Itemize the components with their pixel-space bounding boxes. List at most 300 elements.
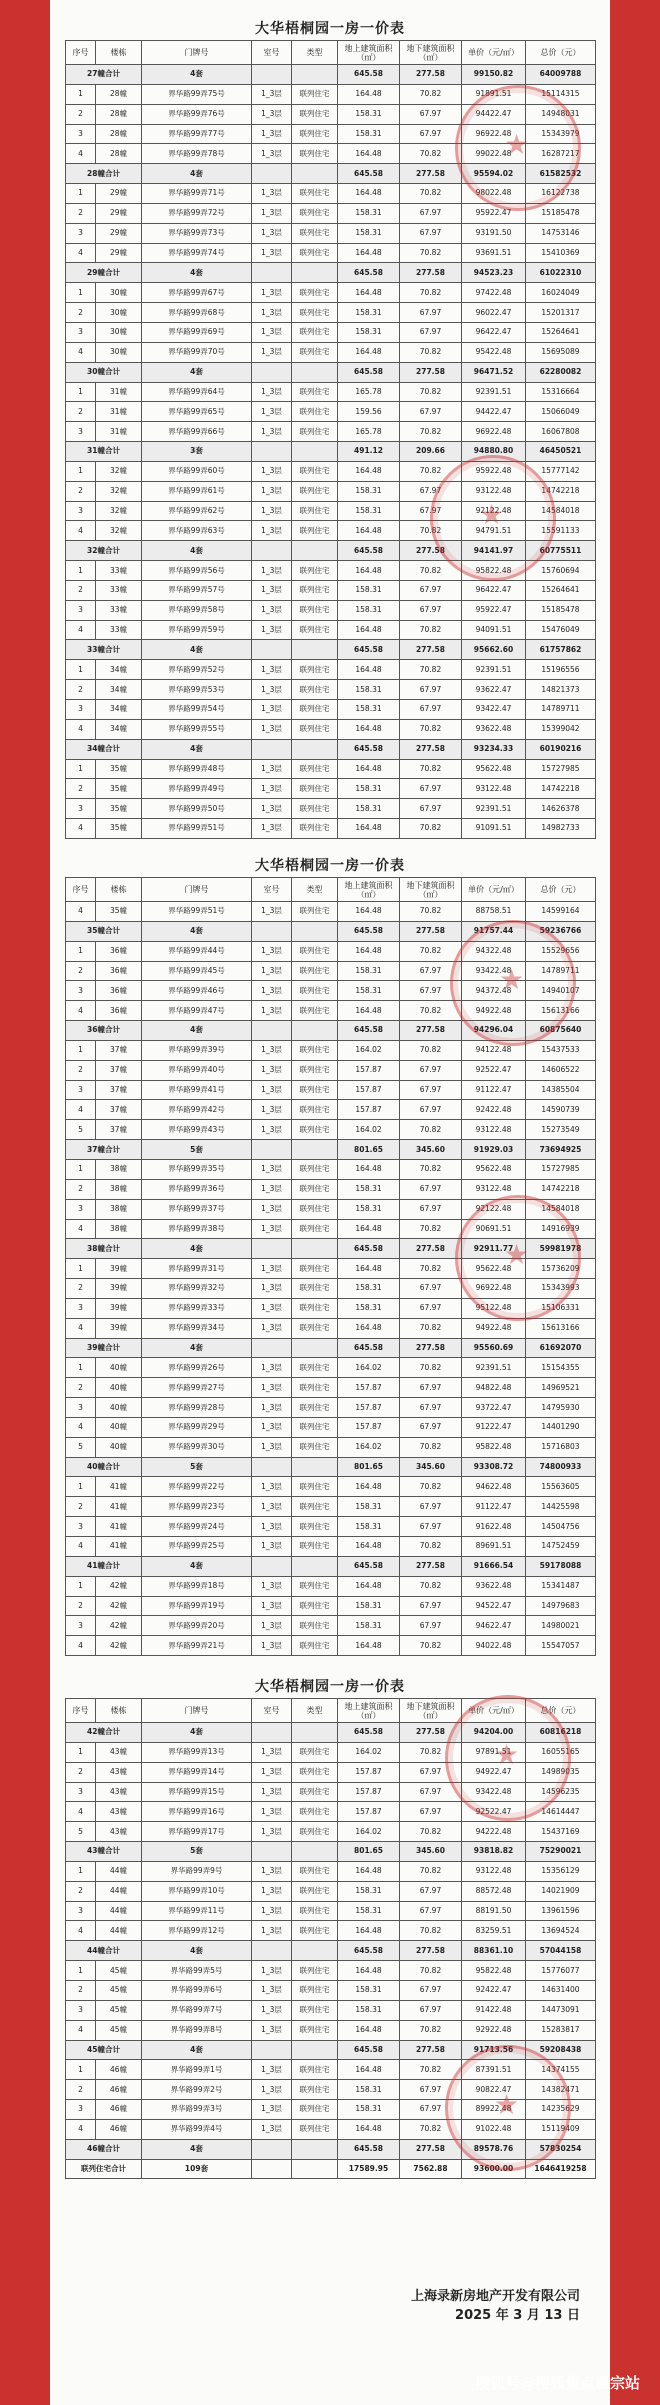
table-cell: 15356129 xyxy=(526,1861,596,1881)
table-header-row xyxy=(66,878,596,902)
table-cell: 158.31 xyxy=(338,1596,400,1616)
table-cell: 67.97 xyxy=(400,1802,462,1822)
table-cell: 67.97 xyxy=(400,1901,462,1921)
table-cell: 645.58 xyxy=(338,362,400,382)
table-cell: 33幢 xyxy=(96,561,142,581)
table-cell: 4 xyxy=(66,620,96,640)
table-cell: 91666.54 xyxy=(462,1556,526,1576)
table-row xyxy=(66,402,596,422)
table-cell: 45幢 xyxy=(96,2000,142,2020)
table-cell: 界华路99弄47号 xyxy=(142,1001,252,1021)
table-cell: 33幢 xyxy=(96,600,142,620)
table-cell: 14584018 xyxy=(526,1199,596,1219)
table-cell: 7562.88 xyxy=(400,2159,462,2179)
table-cell: 70.82 xyxy=(400,719,462,739)
table-cell: 645.58 xyxy=(338,1239,400,1259)
table-cell: 1646419258 xyxy=(526,2159,596,2179)
table-cell xyxy=(292,362,338,382)
table-cell: 157.87 xyxy=(338,1080,400,1100)
table-cell: 645.58 xyxy=(338,65,400,85)
table-cell: 联列住宅 xyxy=(292,719,338,739)
table-cell: 164.48 xyxy=(338,2060,400,2080)
subtotal-row xyxy=(66,362,596,382)
table-cell: 99150.82 xyxy=(462,65,526,85)
table-cell: 1_3层 xyxy=(252,124,292,144)
table-cell: 91422.48 xyxy=(462,2000,526,2020)
table-cell: 界华路99弄20号 xyxy=(142,1616,252,1636)
table-cell: 39幢 xyxy=(96,1279,142,1299)
table-cell: 158.31 xyxy=(338,981,400,1001)
table-cell: 2 xyxy=(66,961,96,981)
table-cell: 界华路99弄12号 xyxy=(142,1921,252,1941)
table-cell: 1_3层 xyxy=(252,902,292,922)
table-cell: 277.58 xyxy=(400,2040,462,2060)
column-header: 地上建筑面积（㎡） xyxy=(338,41,400,65)
table-cell: 95422.48 xyxy=(462,342,526,362)
table-cell: 39幢 xyxy=(96,1318,142,1338)
table-cell: 38幢 xyxy=(96,1159,142,1179)
table-cell: 164.48 xyxy=(338,1318,400,1338)
table-cell: 4套 xyxy=(142,362,252,382)
table-cell: 40幢 xyxy=(96,1378,142,1398)
table-cell: 联列住宅 xyxy=(292,283,338,303)
table-row xyxy=(66,1417,596,1437)
table-cell: 3 xyxy=(66,1517,96,1537)
table-row xyxy=(66,1596,596,1616)
table-cell: 164.02 xyxy=(338,1040,400,1060)
table-cell: 14606522 xyxy=(526,1060,596,1080)
table-cell: 15695089 xyxy=(526,342,596,362)
table-cell: 界华路99弄63号 xyxy=(142,521,252,541)
table-cell: 158.31 xyxy=(338,1616,400,1636)
table-cell: 1_3层 xyxy=(252,1120,292,1140)
table-cell: 界华路99弄73号 xyxy=(142,223,252,243)
table-row xyxy=(66,461,596,481)
table-cell: 联列住宅 xyxy=(292,1742,338,1762)
table-cell: 44幢 xyxy=(96,1881,142,1901)
table-cell: 界华路99弄23号 xyxy=(142,1497,252,1517)
table-cell: 70.82 xyxy=(400,1259,462,1279)
table-cell: 70.82 xyxy=(400,1219,462,1239)
table-cell: 14590739 xyxy=(526,1100,596,1120)
table-cell: 14473091 xyxy=(526,2000,596,2020)
table-cell: 31幢 xyxy=(96,402,142,422)
table-cell: 界华路99弄18号 xyxy=(142,1576,252,1596)
subtotal-row xyxy=(66,2139,596,2159)
table-cell: 1_3层 xyxy=(252,1861,292,1881)
table-cell: 2 xyxy=(66,1060,96,1080)
signature-block xyxy=(411,2287,580,2325)
table-cell: 14382471 xyxy=(526,2080,596,2100)
table-cell: 界华路99弄48号 xyxy=(142,759,252,779)
table-cell: 91091.51 xyxy=(462,819,526,839)
price-table xyxy=(65,1698,596,2179)
sheet-title: 大华梧桐园一房一价表 xyxy=(255,21,405,37)
table-cell: 70.82 xyxy=(400,1318,462,1338)
table-cell: 94622.48 xyxy=(462,1477,526,1497)
table-cell: 15727985 xyxy=(526,759,596,779)
table-cell: 1 xyxy=(66,2060,96,2080)
table-cell: 97422.48 xyxy=(462,283,526,303)
column-header: 室号 xyxy=(252,1699,292,1723)
table-cell: 42幢 xyxy=(96,1576,142,1596)
table-cell: 1_3层 xyxy=(252,1517,292,1537)
table-cell: 67.97 xyxy=(400,481,462,501)
table-cell: 158.31 xyxy=(338,1980,400,2000)
table-cell: 88361.10 xyxy=(462,1941,526,1961)
table-cell: 联列住宅 xyxy=(292,1080,338,1100)
table-cell: 277.58 xyxy=(400,263,462,283)
table-cell: 45幢合计 xyxy=(66,2040,142,2060)
table-cell: 27幢合计 xyxy=(66,65,142,85)
table-cell: 1 xyxy=(66,941,96,961)
table-cell: 645.58 xyxy=(338,640,400,660)
table-cell: 联列住宅 xyxy=(292,481,338,501)
table-cell: 67.97 xyxy=(400,600,462,620)
table-cell: 64009788 xyxy=(526,65,596,85)
table-cell: 界华路99弄53号 xyxy=(142,680,252,700)
table-cell: 联列住宅 xyxy=(292,184,338,204)
table-row xyxy=(66,144,596,164)
table-cell: 4套 xyxy=(142,1239,252,1259)
table-cell: 2 xyxy=(66,1378,96,1398)
table-cell: 1_3层 xyxy=(252,1636,292,1656)
table-cell: 14789711 xyxy=(526,700,596,720)
table-cell: 40幢 xyxy=(96,1437,142,1457)
table-cell: 1 xyxy=(66,1961,96,1981)
table-cell: 164.48 xyxy=(338,2020,400,2040)
table-cell: 93422.48 xyxy=(462,1782,526,1802)
column-header: 单价（元/㎡） xyxy=(462,878,526,902)
table-cell: 1_3层 xyxy=(252,1398,292,1418)
table-cell xyxy=(292,65,338,85)
price-table xyxy=(65,877,596,1656)
table-cell: 95622.48 xyxy=(462,759,526,779)
table-cell: 43幢 xyxy=(96,1822,142,1842)
table-cell xyxy=(292,442,338,462)
table-cell: 35幢 xyxy=(96,902,142,922)
table-cell: 40幢合计 xyxy=(66,1457,142,1477)
table-cell: 57044158 xyxy=(526,1941,596,1961)
table-cell: 30幢 xyxy=(96,303,142,323)
table-cell: 93122.48 xyxy=(462,1120,526,1140)
table-cell: 联列住宅 xyxy=(292,1199,338,1219)
table-cell: 94141.97 xyxy=(462,541,526,561)
table-cell xyxy=(252,2139,292,2159)
table-cell: 14614447 xyxy=(526,1802,596,1822)
table-cell: 4套 xyxy=(142,640,252,660)
table-cell: 1_3层 xyxy=(252,1298,292,1318)
table-cell: 14948031 xyxy=(526,104,596,124)
table-cell: 94822.48 xyxy=(462,1378,526,1398)
table-cell: 界华路99弄70号 xyxy=(142,342,252,362)
table-cell: 1 xyxy=(66,1040,96,1060)
table-cell: 91929.03 xyxy=(462,1140,526,1160)
table-cell: 14021909 xyxy=(526,1881,596,1901)
table-cell: 3 xyxy=(66,2100,96,2120)
table-cell: 30幢 xyxy=(96,322,142,342)
table-cell: 界华路99弄11号 xyxy=(142,1901,252,1921)
table-cell: 94372.48 xyxy=(462,981,526,1001)
table-row xyxy=(66,700,596,720)
table-cell: 158.31 xyxy=(338,481,400,501)
table-cell: 95922.48 xyxy=(462,461,526,481)
table-cell: 157.87 xyxy=(338,1762,400,1782)
table-cell: 93422.47 xyxy=(462,700,526,720)
table-cell: 645.58 xyxy=(338,2040,400,2060)
table-cell: 165.78 xyxy=(338,422,400,442)
column-header: 室号 xyxy=(252,41,292,65)
table-row xyxy=(66,1537,596,1557)
table-cell: 联列住宅 xyxy=(292,799,338,819)
table-cell: 75290021 xyxy=(526,1842,596,1862)
table-cell: 1_3层 xyxy=(252,799,292,819)
column-header: 门牌号 xyxy=(142,878,252,902)
table-cell: 164.02 xyxy=(338,1358,400,1378)
table-cell: 4 xyxy=(66,719,96,739)
table-cell: 联列住宅 xyxy=(292,2000,338,2020)
table-cell: 界华路99弄65号 xyxy=(142,402,252,422)
table-cell: 15273549 xyxy=(526,1120,596,1140)
table-row xyxy=(66,660,596,680)
table-cell: 345.60 xyxy=(400,1457,462,1477)
table-cell: 界华路99弄62号 xyxy=(142,501,252,521)
table-cell: 5 xyxy=(66,1120,96,1140)
table-row xyxy=(66,1802,596,1822)
table-cell: 158.31 xyxy=(338,124,400,144)
table-cell: 37幢合计 xyxy=(66,1140,142,1160)
table-cell: 277.58 xyxy=(400,640,462,660)
table-cell: 界华路99弄37号 xyxy=(142,1199,252,1219)
table-cell: 3 xyxy=(66,2000,96,2020)
table-cell: 界华路99弄58号 xyxy=(142,600,252,620)
table-cell: 89691.51 xyxy=(462,1537,526,1557)
table-cell: 界华路99弄69号 xyxy=(142,322,252,342)
table-cell: 1_3层 xyxy=(252,941,292,961)
table-cell: 3 xyxy=(66,124,96,144)
table-row xyxy=(66,1636,596,1656)
table-cell: 14504756 xyxy=(526,1517,596,1537)
table-cell: 1_3层 xyxy=(252,1378,292,1398)
table-cell: 491.12 xyxy=(338,442,400,462)
table-cell: 30幢 xyxy=(96,342,142,362)
table-row xyxy=(66,1279,596,1299)
table-cell: 界华路99弄72号 xyxy=(142,203,252,223)
table-cell: 61757862 xyxy=(526,640,596,660)
table-cell: 联列住宅 xyxy=(292,1179,338,1199)
table-cell: 70.82 xyxy=(400,620,462,640)
table-cell: 67.97 xyxy=(400,1179,462,1199)
table-row xyxy=(66,1378,596,1398)
table-cell: 70.82 xyxy=(400,1921,462,1941)
table-cell: 15343979 xyxy=(526,124,596,144)
table-cell: 95594.02 xyxy=(462,164,526,184)
table-cell: 界华路99弄14号 xyxy=(142,1762,252,1782)
table-cell: 3 xyxy=(66,1782,96,1802)
table-cell: 1_3层 xyxy=(252,580,292,600)
table-cell: 70.82 xyxy=(400,1477,462,1497)
table-cell: 4 xyxy=(66,521,96,541)
table-cell: 15114315 xyxy=(526,84,596,104)
table-cell: 14821373 xyxy=(526,680,596,700)
table-cell: 1_3层 xyxy=(252,1179,292,1199)
table-cell: 59236766 xyxy=(526,921,596,941)
table-cell: 1_3层 xyxy=(252,600,292,620)
table-cell: 4套 xyxy=(142,1021,252,1041)
table-cell: 4套 xyxy=(142,263,252,283)
table-cell: 158.31 xyxy=(338,1901,400,1921)
table-cell: 15476049 xyxy=(526,620,596,640)
table-cell: 15529656 xyxy=(526,941,596,961)
table-cell: 36幢 xyxy=(96,981,142,1001)
table-cell: 联列住宅 xyxy=(292,1318,338,1338)
table-cell: 277.58 xyxy=(400,1239,462,1259)
column-header: 门牌号 xyxy=(142,41,252,65)
subtotal-row xyxy=(66,2040,596,2060)
table-cell: 43幢 xyxy=(96,1762,142,1782)
table-cell: 70.82 xyxy=(400,1437,462,1457)
table-cell: 67.97 xyxy=(400,799,462,819)
table-cell: 4 xyxy=(66,342,96,362)
table-cell: 46幢合计 xyxy=(66,2139,142,2159)
table-cell: 158.31 xyxy=(338,2000,400,2020)
table-cell: 联列住宅 xyxy=(292,1001,338,1021)
table-row xyxy=(66,1398,596,1418)
table-cell: 96922.48 xyxy=(462,422,526,442)
table-cell xyxy=(292,1021,338,1041)
table-cell: 联列住宅 xyxy=(292,1517,338,1537)
table-cell: 38幢 xyxy=(96,1219,142,1239)
table-cell: 277.58 xyxy=(400,65,462,85)
table-cell: 界华路99弄30号 xyxy=(142,1437,252,1457)
table-cell xyxy=(292,541,338,561)
table-cell: 70.82 xyxy=(400,1159,462,1179)
table-cell: 1_3层 xyxy=(252,84,292,104)
table-cell: 联列住宅 xyxy=(292,1921,338,1941)
table-cell: 70.82 xyxy=(400,1636,462,1656)
table-cell: 联列住宅 xyxy=(292,144,338,164)
table-cell: 70.82 xyxy=(400,283,462,303)
table-cell: 联列住宅 xyxy=(292,1120,338,1140)
table-cell: 界华路99弄16号 xyxy=(142,1802,252,1822)
table-cell: 3 xyxy=(66,981,96,1001)
table-cell: 93818.82 xyxy=(462,1842,526,1862)
table-cell xyxy=(292,640,338,660)
table-cell: 界华路99弄29号 xyxy=(142,1417,252,1437)
table-cell: 74800933 xyxy=(526,1457,596,1477)
table-row xyxy=(66,1961,596,1981)
table-cell xyxy=(292,2040,338,2060)
table-cell: 59981978 xyxy=(526,1239,596,1259)
table-cell: 277.58 xyxy=(400,2139,462,2159)
table-cell: 15119409 xyxy=(526,2119,596,2139)
table-cell: 联列住宅 xyxy=(292,1881,338,1901)
table-cell: 14969521 xyxy=(526,1378,596,1398)
table-cell: 46幢 xyxy=(96,2100,142,2120)
table-cell: 277.58 xyxy=(400,1021,462,1041)
table-cell: 16024049 xyxy=(526,283,596,303)
table-cell: 1_3层 xyxy=(252,1259,292,1279)
table-cell: 1 xyxy=(66,561,96,581)
table-cell: 164.48 xyxy=(338,1861,400,1881)
table-cell: 界华路99弄24号 xyxy=(142,1517,252,1537)
table-cell: 联列住宅 xyxy=(292,461,338,481)
table-cell: 164.48 xyxy=(338,1159,400,1179)
table-cell: 15591133 xyxy=(526,521,596,541)
table-cell: 1_3层 xyxy=(252,1782,292,1802)
table-cell: 93622.48 xyxy=(462,1576,526,1596)
company-name: 上海录新房地产开发有限公司 xyxy=(410,2289,580,2304)
table-cell: 界华路99弄2号 xyxy=(142,2080,252,2100)
table-cell: 32幢 xyxy=(96,481,142,501)
table-cell: 4 xyxy=(66,144,96,164)
table-cell: 164.48 xyxy=(338,1921,400,1941)
table-cell: 联列住宅 xyxy=(292,2119,338,2139)
table-cell: 界华路99弄75号 xyxy=(142,84,252,104)
table-cell: 93122.48 xyxy=(462,779,526,799)
table-cell xyxy=(252,65,292,85)
table-cell: 158.31 xyxy=(338,700,400,720)
table-cell: 158.31 xyxy=(338,1179,400,1199)
table-cell: 1 xyxy=(66,1576,96,1596)
table-cell xyxy=(292,1941,338,1961)
table-cell: 14742218 xyxy=(526,1179,596,1199)
table-cell xyxy=(292,2139,338,2159)
table-cell: 联列住宅 xyxy=(292,402,338,422)
table-cell: 联列住宅 xyxy=(292,779,338,799)
table-cell: 界华路99弄10号 xyxy=(142,1881,252,1901)
table-cell: 28幢 xyxy=(96,104,142,124)
table-cell: 32幢合计 xyxy=(66,541,142,561)
table-cell: 3 xyxy=(66,799,96,819)
table-cell: 94523.23 xyxy=(462,263,526,283)
table-cell: 96422.47 xyxy=(462,580,526,600)
column-header: 总价（元） xyxy=(526,41,596,65)
table-cell: 158.31 xyxy=(338,799,400,819)
table-cell: 15316664 xyxy=(526,382,596,402)
table-cell: 209.66 xyxy=(400,442,462,462)
table-cell: 1_3层 xyxy=(252,303,292,323)
table-cell: 2 xyxy=(66,1279,96,1299)
table-cell: 43幢合计 xyxy=(66,1842,142,1862)
table-row xyxy=(66,1861,596,1881)
table-cell: 界华路99弄77号 xyxy=(142,124,252,144)
table-cell: 62280082 xyxy=(526,362,596,382)
table-row xyxy=(66,84,596,104)
table-cell: 界华路99弄27号 xyxy=(142,1378,252,1398)
table-cell: 联列住宅 xyxy=(292,84,338,104)
subtotal-row xyxy=(66,1842,596,1862)
table-cell: 界华路99弄15号 xyxy=(142,1782,252,1802)
table-cell: 15727985 xyxy=(526,1159,596,1179)
table-cell: 34幢 xyxy=(96,680,142,700)
table-cell: 89922.48 xyxy=(462,2100,526,2120)
table-cell: 1_3层 xyxy=(252,461,292,481)
table-cell: 2 xyxy=(66,779,96,799)
table-cell: 1 xyxy=(66,84,96,104)
sheet-title: 大华梧桐园一房一价表 xyxy=(255,858,405,874)
table-cell: 4 xyxy=(66,1802,96,1822)
table-cell: 15154355 xyxy=(526,1358,596,1378)
table-cell: 1_3层 xyxy=(252,1762,292,1782)
table-cell: 界华路99弄9号 xyxy=(142,1861,252,1881)
table-cell: 70.82 xyxy=(400,422,462,442)
table-cell: 1_3层 xyxy=(252,719,292,739)
table-cell: 60190216 xyxy=(526,739,596,759)
table-cell xyxy=(252,1842,292,1862)
table-cell: 联列住宅 xyxy=(292,580,338,600)
table-cell: 70.82 xyxy=(400,1576,462,1596)
